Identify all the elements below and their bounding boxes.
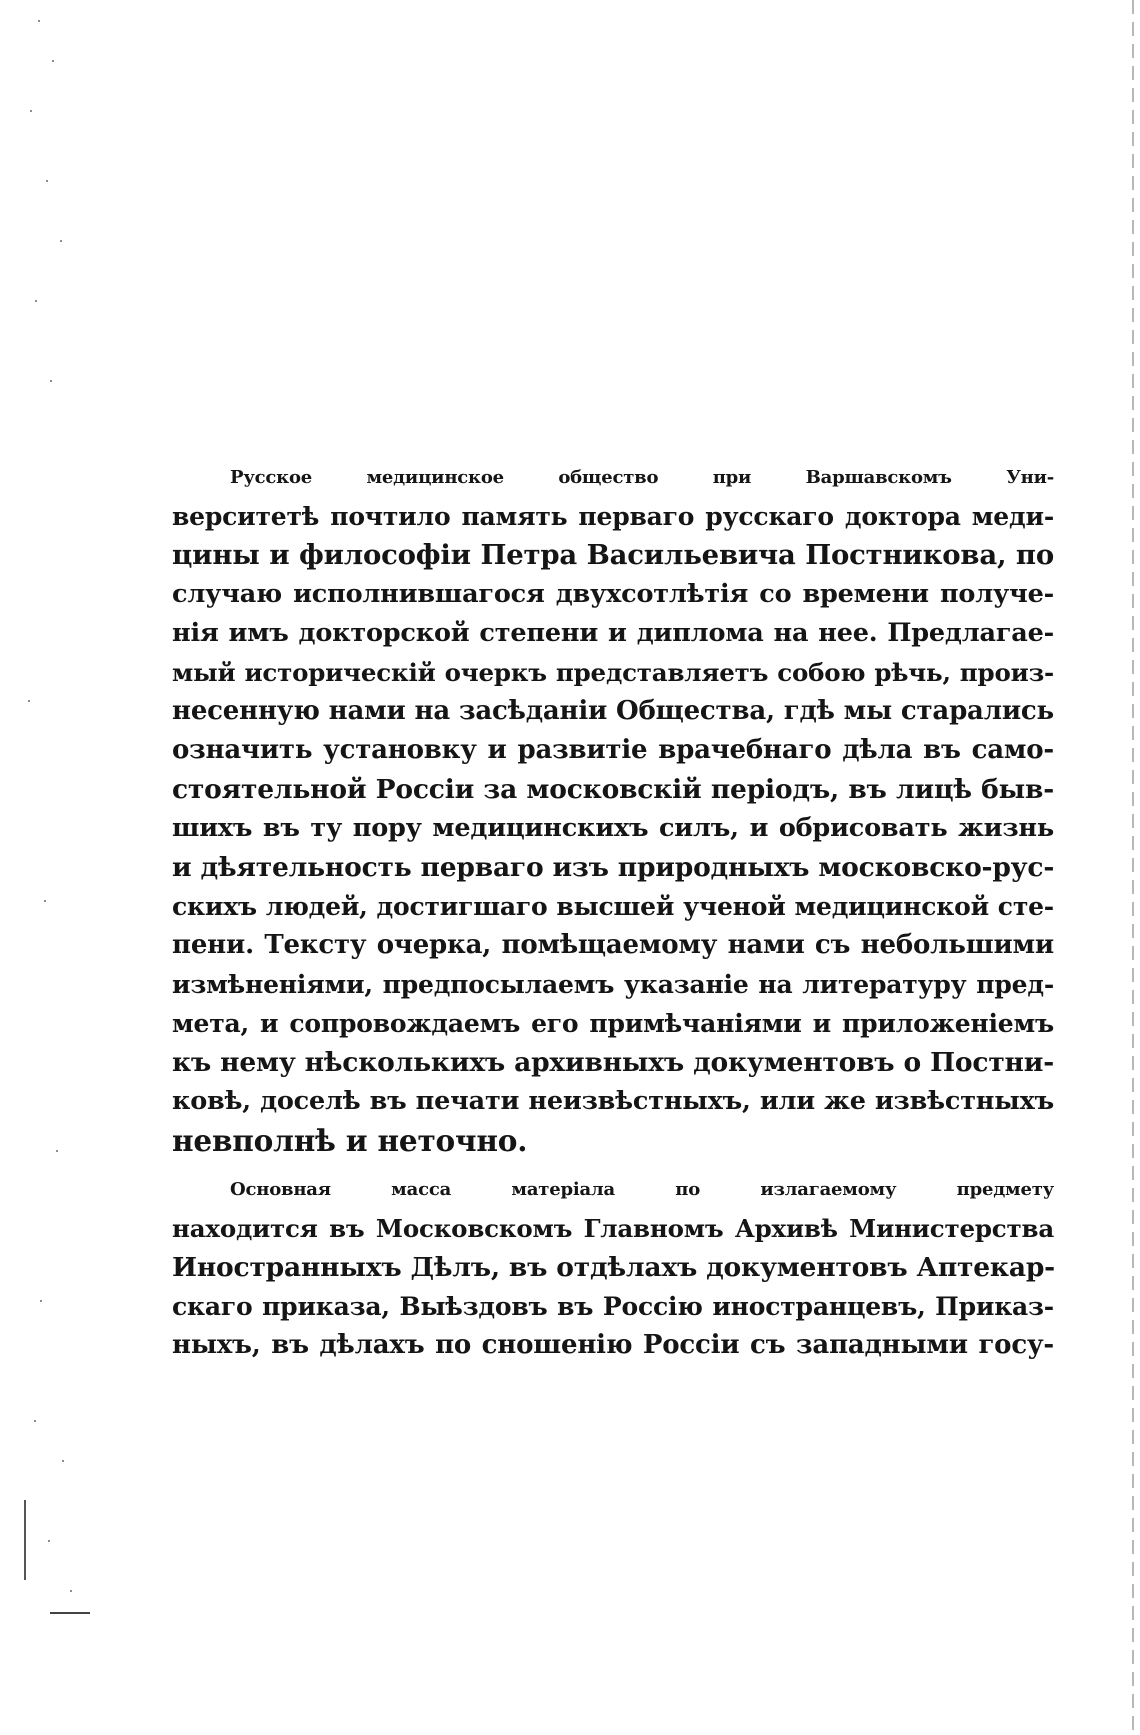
- text-line: Русское медицинское общество при Варшавскомъ Уни-: [230, 467, 1054, 488]
- text-line: стоятельной Россіи за московскій періодъ, въ лицѣ быв-: [172, 774, 1054, 805]
- text-line: означить установку и развитіе врачебнаго дѣла въ само-: [172, 735, 1054, 765]
- paragraph-2: [172, 1170, 1054, 1365]
- text-line: и дѣятельность перваго изъ природныхъ московско-рус-: [172, 852, 1055, 883]
- text-line: цины и философіи Петра Васильевича Постникова, по: [172, 539, 1054, 571]
- text-line: несенную нами на засѣданіи Общества, гдѣ мы старались: [172, 696, 1054, 726]
- text-line: Иностранныхъ Дѣлъ, въ отдѣлахъ документовъ Аптекар-: [172, 1252, 1055, 1283]
- text-line: шихъ въ ту пору медицинскихъ силъ, и обрисовать жизнь: [172, 813, 1054, 843]
- text-line: скихъ людей, достигшаго высшей ученой медицинской сте-: [172, 892, 1054, 921]
- scan-margin-noise: [0, 0, 90, 1735]
- body-text: [172, 458, 1054, 1365]
- text-line: случаю исполнившагося двухсотлѣтія со времени получе-: [172, 579, 1054, 609]
- paragraph-1: [172, 458, 1054, 1160]
- text-line: скаго приказа, Выѣздовъ въ Россію иностранцевъ, Приказ-: [172, 1292, 1054, 1321]
- text-line: мета, и сопровождаемъ его примѣчаніями и приложеніемъ: [172, 1009, 1054, 1038]
- text-line: ковѣ, доселѣ въ печати неизвѣстныхъ, или же извѣстныхъ: [172, 1086, 1054, 1116]
- text-line: находится въ Московскомъ Главномъ Архивѣ Министерства: [172, 1214, 1054, 1243]
- page-edge-shadow: [1132, 0, 1134, 1735]
- text-line: невполнѣ и неточно.: [172, 1123, 528, 1158]
- text-line: верситетѣ почтило память перваго русскаго доктора меди-: [172, 502, 1054, 531]
- text-line: нія имъ докторской степени и диплома на нее. Предлагае-: [172, 618, 1054, 648]
- text-line: пени. Тексту очерка, помѣщаемому нами съ небольшими: [172, 930, 1054, 960]
- text-line: мый историческій очеркъ представляетъ собою рѣчь, произ-: [172, 658, 1054, 687]
- text-line: ныхъ, въ дѣлахъ по сношенію Россіи съ западными госу-: [172, 1330, 1054, 1360]
- scan-margin-mark: [24, 1500, 26, 1580]
- scan-margin-dash: [50, 1612, 90, 1614]
- text-line: Основная масса матеріала по излагаемому предмету: [230, 1179, 1054, 1200]
- text-line: къ нему нѣсколькихъ архивныхъ документовъ о Постни-: [172, 1047, 1054, 1078]
- text-line: измѣненіями, предпосылаемъ указаніе на литературу пред-: [172, 970, 1054, 999]
